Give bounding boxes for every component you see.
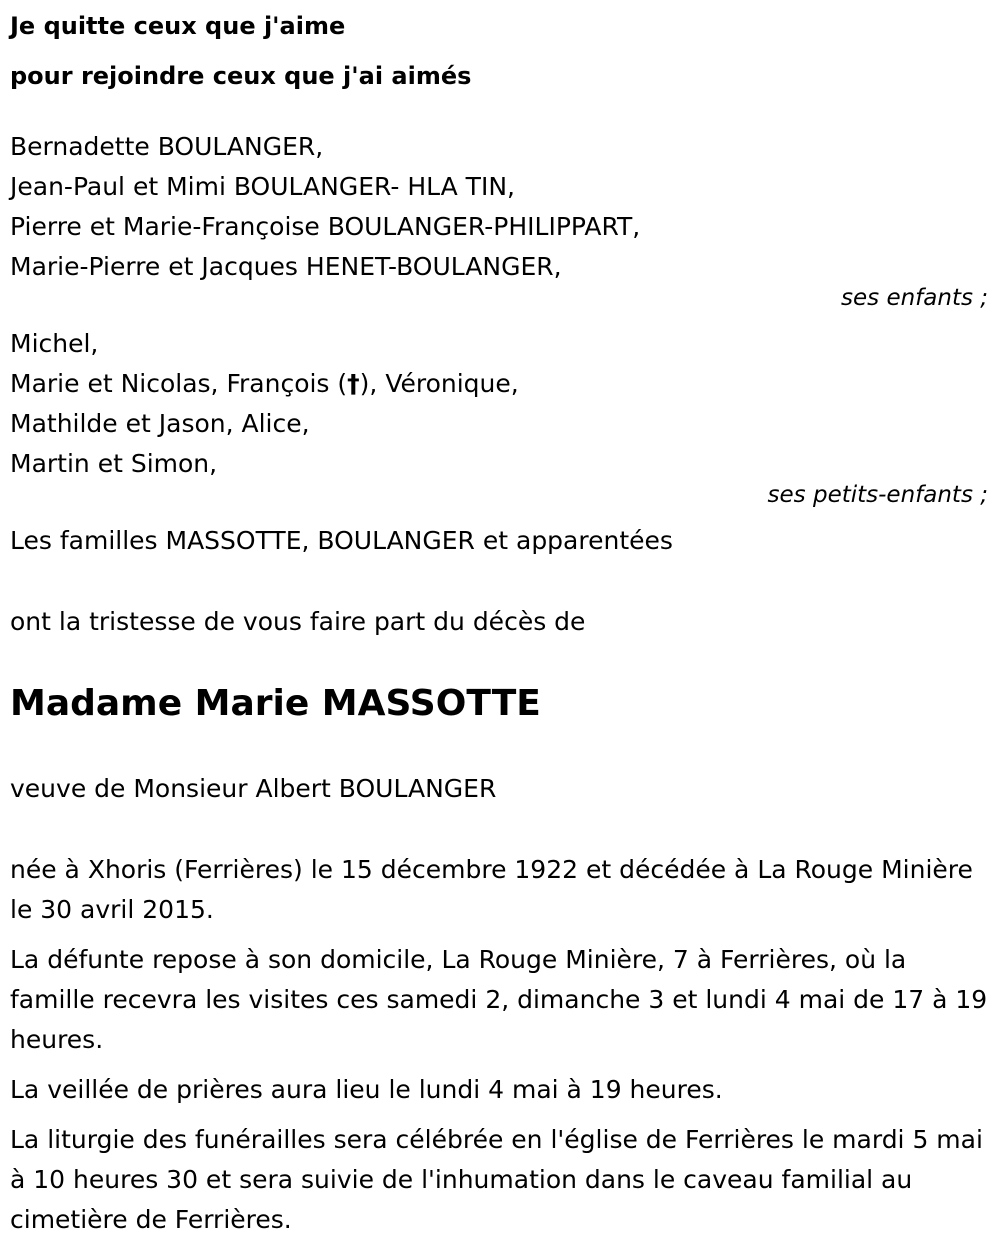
widow-of-line: veuve de Monsieur Albert BOULANGER (10, 774, 497, 803)
child-name: Jean-Paul et Mimi BOULANGER- HLA TIN, (10, 172, 515, 201)
visits-paragraph: La défunte repose à son domicile, La Rouge Minière, 7 à Ferrières, où la famille recevra les visites ces samedi 2, dimanche 3 et lundi 4 mai de 17 à 19 heures. (10, 945, 988, 1054)
quote-line-2: pour rejoindre ceux que j'ai aimés (10, 62, 472, 90)
grandchild-text: Marie et Nicolas, François ( (10, 369, 348, 398)
grandchild-name: Mathilde et Jason, Alice, (10, 409, 310, 438)
children-list (10, 127, 990, 287)
grandchild-name: Michel, (10, 329, 99, 358)
children-role: ses enfants ; (841, 285, 988, 311)
grandchild-name (10, 364, 990, 404)
deceased-name: Madame Marie MASSOTTE (10, 683, 541, 724)
grandchildren-role: ses petits-enfants ; (767, 482, 988, 508)
grandchildren-list (10, 324, 990, 484)
child-name: Bernadette BOULANGER, (10, 132, 324, 161)
deceased-cross-icon: † (347, 369, 360, 398)
announcement-line: ont la tristesse de vous faire part du décès de (10, 607, 586, 636)
child-name: Marie-Pierre et Jacques HENET-BOULANGER, (10, 252, 562, 281)
birth-death-paragraph: née à Xhoris (Ferrières) le 15 décembre 1922 et décédée à La Rouge Minière le 30 avril 2015. (10, 855, 973, 924)
vigil-paragraph: La veillée de prières aura lieu le lundi 4 mai à 19 heures. (10, 1075, 723, 1104)
families-line: Les familles MASSOTTE, BOULANGER et apparentées (10, 526, 673, 555)
child-name: Pierre et Marie-Françoise BOULANGER-PHILIPPART, (10, 212, 641, 241)
grandchild-name: Martin et Simon, (10, 449, 218, 478)
quote-line-1: Je quitte ceux que j'aime (10, 12, 346, 40)
grandchild-text: ), Véronique, (359, 369, 519, 398)
funeral-paragraph: La liturgie des funérailles sera célébrée en l'église de Ferrières le mardi 5 mai à 10 heures 30 et sera suivie de l'inhumation dans le caveau familial au cimetière de Ferrières. (10, 1125, 983, 1234)
